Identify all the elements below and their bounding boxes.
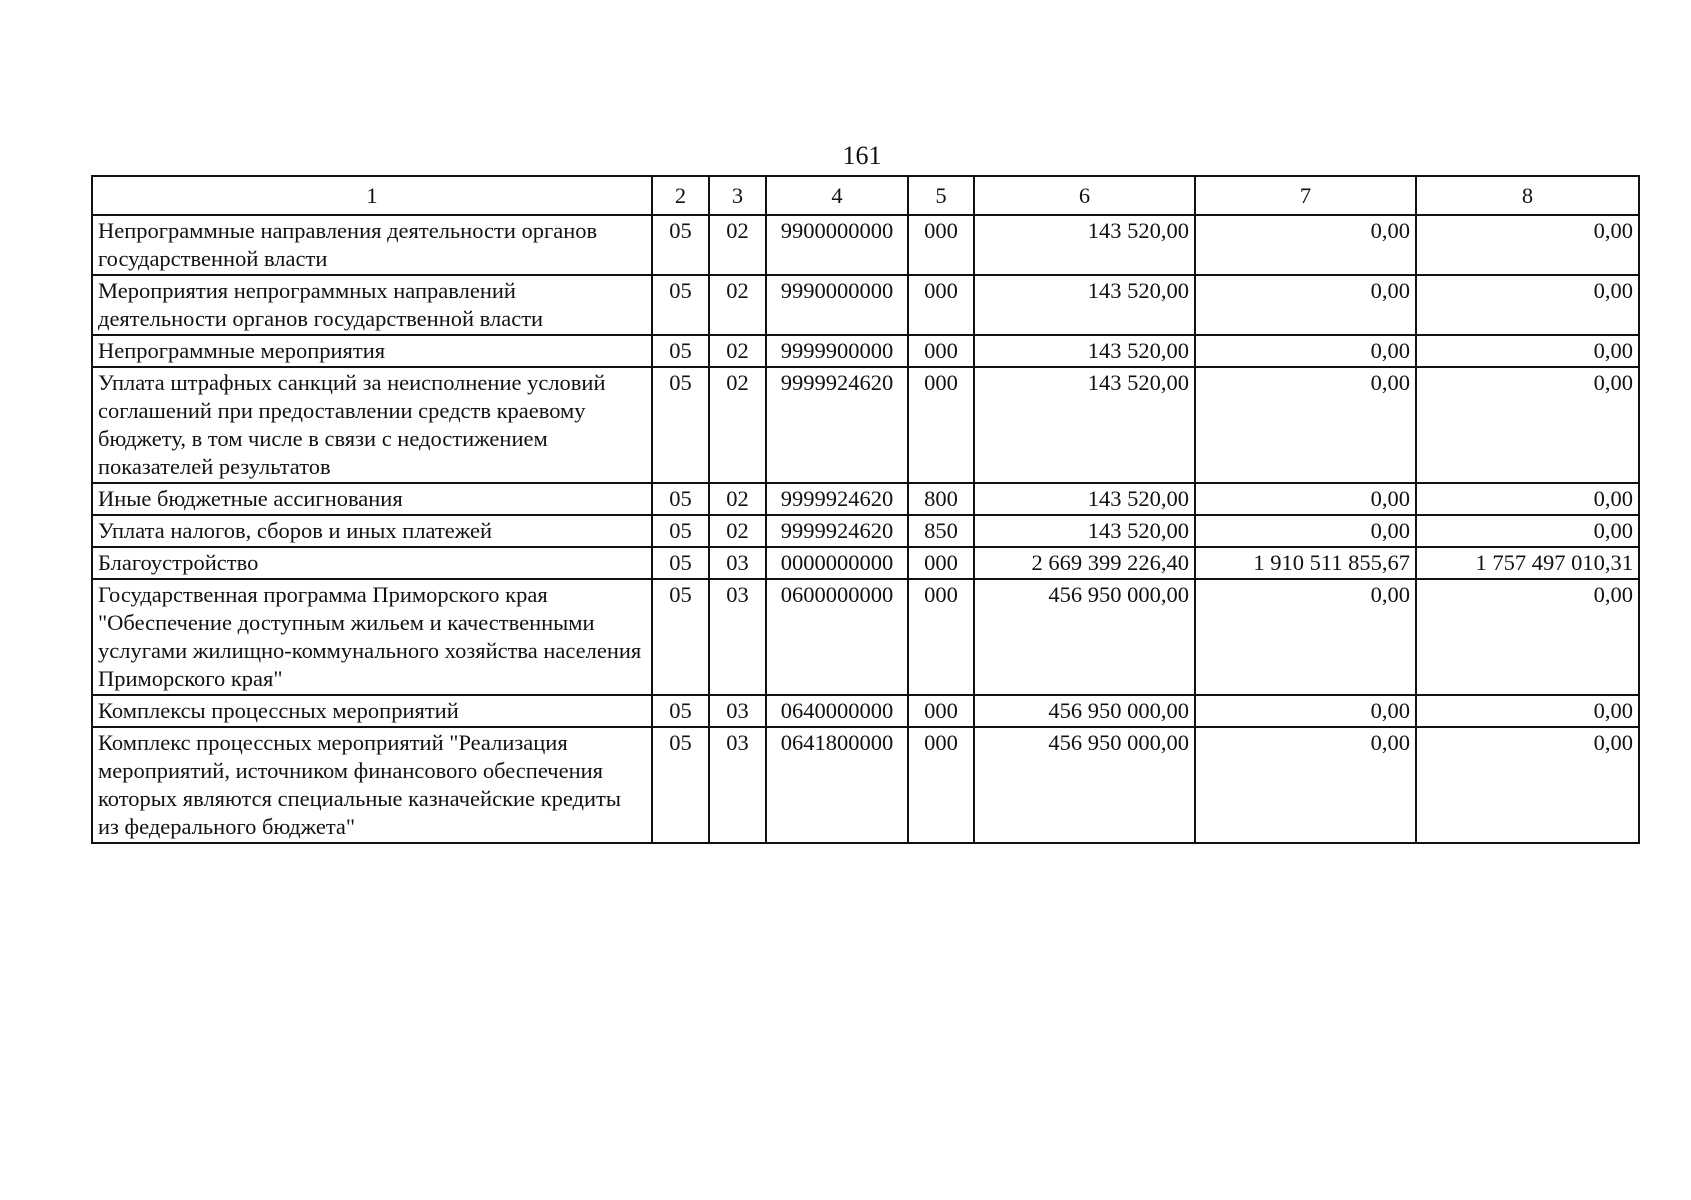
row-name: Комплексы процессных мероприятий <box>92 695 652 727</box>
row-expense-type: 850 <box>908 515 974 547</box>
row-name: Иные бюджетные ассигнования <box>92 483 652 515</box>
row-subsection: 02 <box>709 483 766 515</box>
row-subsection: 02 <box>709 275 766 335</box>
row-section: 05 <box>652 275 709 335</box>
row-name: Благоустройство <box>92 547 652 579</box>
row-subsection: 03 <box>709 695 766 727</box>
row-target-code: 0000000000 <box>766 547 908 579</box>
table-row <box>92 579 1639 695</box>
row-target-code: 0641800000 <box>766 727 908 843</box>
row-amount-8: 0,00 <box>1416 579 1639 695</box>
row-target-code: 0640000000 <box>766 695 908 727</box>
row-amount-6: 143 520,00 <box>974 335 1195 367</box>
row-subsection: 02 <box>709 367 766 483</box>
table-row <box>92 367 1639 483</box>
table-row <box>92 335 1639 367</box>
row-target-code: 9999900000 <box>766 335 908 367</box>
row-amount-7: 1 910 511 855,67 <box>1195 547 1416 579</box>
header-cell-4: 4 <box>766 176 908 215</box>
row-subsection: 02 <box>709 515 766 547</box>
row-section: 05 <box>652 579 709 695</box>
table-row <box>92 275 1639 335</box>
row-subsection: 02 <box>709 335 766 367</box>
row-amount-8: 0,00 <box>1416 727 1639 843</box>
row-name: Непрограммные направления деятельности органов государственной власти <box>92 215 652 275</box>
row-target-code: 9999924620 <box>766 483 908 515</box>
row-amount-6: 456 950 000,00 <box>974 727 1195 843</box>
row-target-code: 9900000000 <box>766 215 908 275</box>
row-amount-6: 143 520,00 <box>974 483 1195 515</box>
row-amount-8: 0,00 <box>1416 695 1639 727</box>
table-row <box>92 515 1639 547</box>
row-amount-8: 0,00 <box>1416 367 1639 483</box>
row-expense-type: 800 <box>908 483 974 515</box>
row-amount-7: 0,00 <box>1195 695 1416 727</box>
row-name: Государственная программа Приморского края "Обеспечение доступным жильем и качественными услугами жилищно-коммунального хозяйства населения Приморского края" <box>92 579 652 695</box>
row-target-code: 9990000000 <box>766 275 908 335</box>
table-row <box>92 215 1639 275</box>
row-amount-7: 0,00 <box>1195 367 1416 483</box>
row-name: Комплекс процессных мероприятий "Реализация мероприятий, источником финансового обеспечения которых являются специальные казначейские кредиты из федерального бюджета" <box>92 727 652 843</box>
row-name: Мероприятия непрограммных направлений деятельности органов государственной власти <box>92 275 652 335</box>
row-amount-6: 143 520,00 <box>974 515 1195 547</box>
row-subsection: 03 <box>709 547 766 579</box>
row-amount-6: 2 669 399 226,40 <box>974 547 1195 579</box>
row-section: 05 <box>652 335 709 367</box>
row-section: 05 <box>652 547 709 579</box>
row-expense-type: 000 <box>908 275 974 335</box>
row-expense-type: 000 <box>908 367 974 483</box>
row-amount-7: 0,00 <box>1195 515 1416 547</box>
header-cell-3: 3 <box>709 176 766 215</box>
row-amount-6: 143 520,00 <box>974 215 1195 275</box>
row-section: 05 <box>652 695 709 727</box>
row-target-code: 9999924620 <box>766 367 908 483</box>
row-target-code: 9999924620 <box>766 515 908 547</box>
row-name: Уплата налогов, сборов и иных платежей <box>92 515 652 547</box>
page-number: 161 <box>842 141 882 170</box>
row-expense-type: 000 <box>908 215 974 275</box>
header-cell-5: 5 <box>908 176 974 215</box>
row-amount-7: 0,00 <box>1195 727 1416 843</box>
table-row <box>92 695 1639 727</box>
row-amount-8: 0,00 <box>1416 215 1639 275</box>
header-cell-7: 7 <box>1195 176 1416 215</box>
table-header <box>92 176 1639 215</box>
header-cell-6: 6 <box>974 176 1195 215</box>
table-row <box>92 547 1639 579</box>
row-amount-8: 0,00 <box>1416 275 1639 335</box>
row-amount-7: 0,00 <box>1195 215 1416 275</box>
row-section: 05 <box>652 515 709 547</box>
header-cell-2: 2 <box>652 176 709 215</box>
row-amount-7: 0,00 <box>1195 275 1416 335</box>
row-amount-7: 0,00 <box>1195 483 1416 515</box>
row-amount-6: 456 950 000,00 <box>974 695 1195 727</box>
row-amount-6: 456 950 000,00 <box>974 579 1195 695</box>
row-expense-type: 000 <box>908 695 974 727</box>
row-amount-8: 0,00 <box>1416 335 1639 367</box>
row-expense-type: 000 <box>908 579 974 695</box>
budget-table <box>91 175 1640 844</box>
header-cell-8: 8 <box>1416 176 1639 215</box>
table-row <box>92 727 1639 843</box>
header-row <box>92 176 1639 215</box>
row-amount-8: 0,00 <box>1416 483 1639 515</box>
row-expense-type: 000 <box>908 727 974 843</box>
row-amount-8: 0,00 <box>1416 515 1639 547</box>
row-subsection: 03 <box>709 579 766 695</box>
row-name: Уплата штрафных санкций за неисполнение условий соглашений при предоставлении средств краевому бюджету, в том числе в связи с недостижением показателей результатов <box>92 367 652 483</box>
row-section: 05 <box>652 483 709 515</box>
header-cell-1: 1 <box>92 176 652 215</box>
row-section: 05 <box>652 367 709 483</box>
row-section: 05 <box>652 215 709 275</box>
table-body <box>92 215 1639 843</box>
row-expense-type: 000 <box>908 547 974 579</box>
row-amount-6: 143 520,00 <box>974 367 1195 483</box>
row-amount-6: 143 520,00 <box>974 275 1195 335</box>
row-name: Непрограммные мероприятия <box>92 335 652 367</box>
row-expense-type: 000 <box>908 335 974 367</box>
row-amount-8: 1 757 497 010,31 <box>1416 547 1639 579</box>
row-amount-7: 0,00 <box>1195 335 1416 367</box>
table-row <box>92 483 1639 515</box>
row-amount-7: 0,00 <box>1195 579 1416 695</box>
row-section: 05 <box>652 727 709 843</box>
row-target-code: 0600000000 <box>766 579 908 695</box>
row-subsection: 02 <box>709 215 766 275</box>
row-subsection: 03 <box>709 727 766 843</box>
